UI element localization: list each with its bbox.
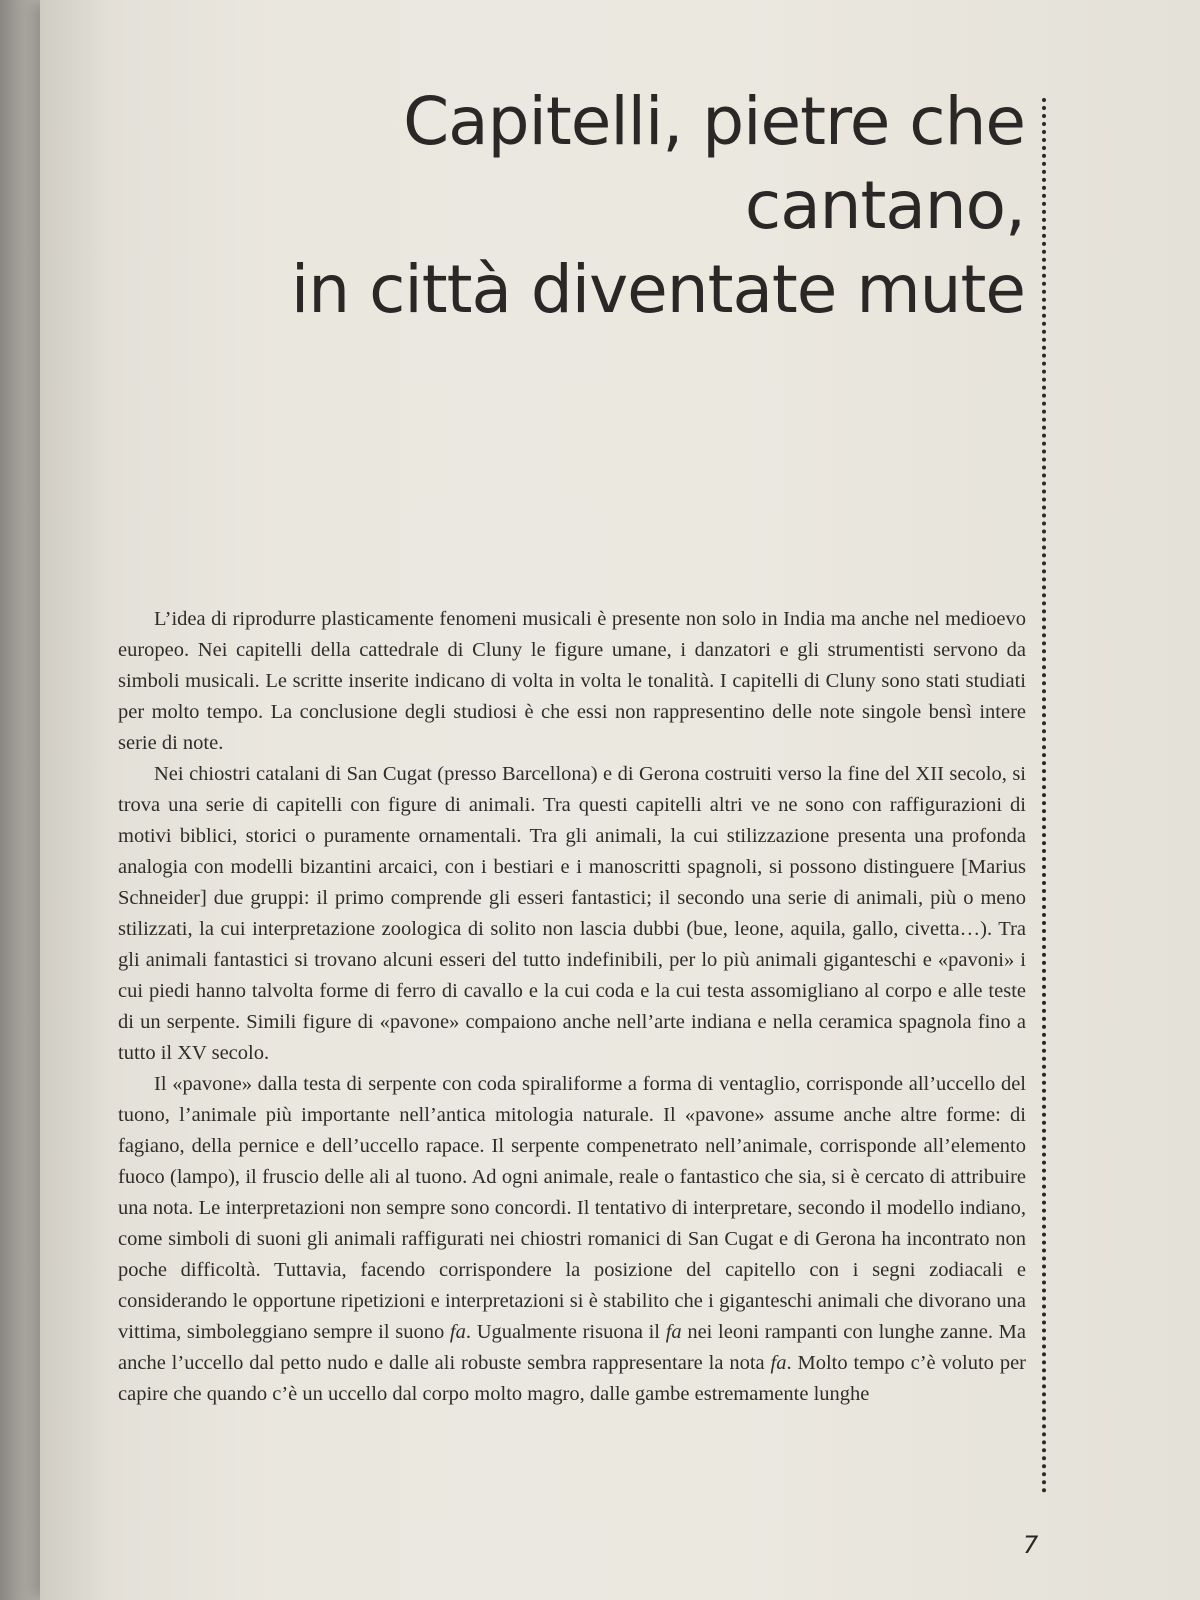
note-fa: fa xyxy=(449,1321,466,1343)
page-number: 7 xyxy=(1023,1531,1039,1559)
dotted-vertical-rule xyxy=(1042,98,1046,1494)
paragraph-1: L’idea di riprodurre plasticamente fenomeni musicali è presente non solo in India ma anche nel medioevo europeo. Nei capitelli della cattedrale di Cluny le figure umane, i danzatori e gli strumentisti servono da simboli musicali. Le scritte inserite indicano di volta in volta le tonalità. I capitelli di Cluny sono stati studiati per molto tempo. La conclusione degli studiosi è che essi non rappresentino delle note singole bensì intere serie di note. xyxy=(118,608,1026,754)
chapter-title-line-1: Capitelli, pietre che cantano, xyxy=(403,83,1025,244)
chapter-title xyxy=(125,80,1025,332)
paragraph-3-text-3: nei leoni rampanti con lunghe zanne. Ma anche l’uccello dal petto nudo e dalle ali robuste sembra rappresentare la nota xyxy=(118,1321,1026,1374)
paragraph-2: Nei chiostri catalani di San Cugat (presso Barcellona) e di Gerona costruiti verso la fine del XII secolo, si trova una serie di capitelli con figure di animali. Tra questi capitelli altri ve ne sono con raffigurazioni di motivi biblici, storici o puramente ornamentali. Tra gli animali, la cui stilizzazione presenta una profonda analogia con modelli bizantini arcaici, con i bestiari e i manoscritti spagnoli, si possono distinguere [Marius Schneider] due gruppi: il primo comprende gli esseri fantastici; il secondo una serie di animali, più o meno stilizzati, la cui interpretazione zoologica di solito non lascia dubbi (bue, leone, aquila, gallo, civetta…). Tra gli animali fantastici si trovano alcuni esseri del tutto indefinibili, per lo più animali giganteschi e «pavoni» i cui piedi hanno talvolta forme di ferro di cavallo e la cui coda e la cui testa assomigliano al corpo e alle teste di un serpente. Simili figure di «pavone» compaiono anche nell’arte indiana e nella ceramica spagnola fino a tutto il XV secolo. xyxy=(118,763,1026,1064)
note-fa: fa xyxy=(665,1321,682,1343)
paragraph-3 xyxy=(118,1069,1026,1410)
paragraph-3-text-1: Il «pavone» dalla testa di serpente con coda spiraliforme a forma di ventaglio, corrisponde all’uccello del tuono, l’animale più importante nell’antica mitologia naturale. Il «pavone» assume anche altre forme: di fagiano, della pernice e dell’uccello rapace. Il serpente compenetrato nell’animale, corrisponde all’elemento fuoco (lampo), il fruscio delle ali al tuono. Ad ogni animale, reale o fantastico che sia, si è cercato di attribuire una nota. Le interpretazioni non sempre sono concordi. Il tentativo di interpretare, secondo il modello indiano, come simboli di suoni gli animali raffigurati nei chiostri romanici di San Cugat e di Gerona ha incontrato non poche difficoltà. Tuttavia, facendo corrispondere la posizione del capitello con i segni zodiacali e considerando le opportune ripetizioni e interpretazioni si è stabilito che i giganteschi animali che divorano una vittima, simboleggiano sempre il suono xyxy=(118,1073,1026,1343)
note-fa: fa xyxy=(770,1352,787,1374)
paragraph-3-text-4: . Molto tempo c’è voluto per capire che quando c’è un uccello dal corpo molto magro, dalle gambe estremamente lunghe xyxy=(118,1352,1026,1405)
book-page xyxy=(40,0,1200,1600)
paragraph-3-text-2: . Ugualmente risuona il xyxy=(465,1321,666,1343)
body-text xyxy=(118,604,1026,1410)
chapter-title-line-2: in città diventate mute xyxy=(290,251,1025,328)
